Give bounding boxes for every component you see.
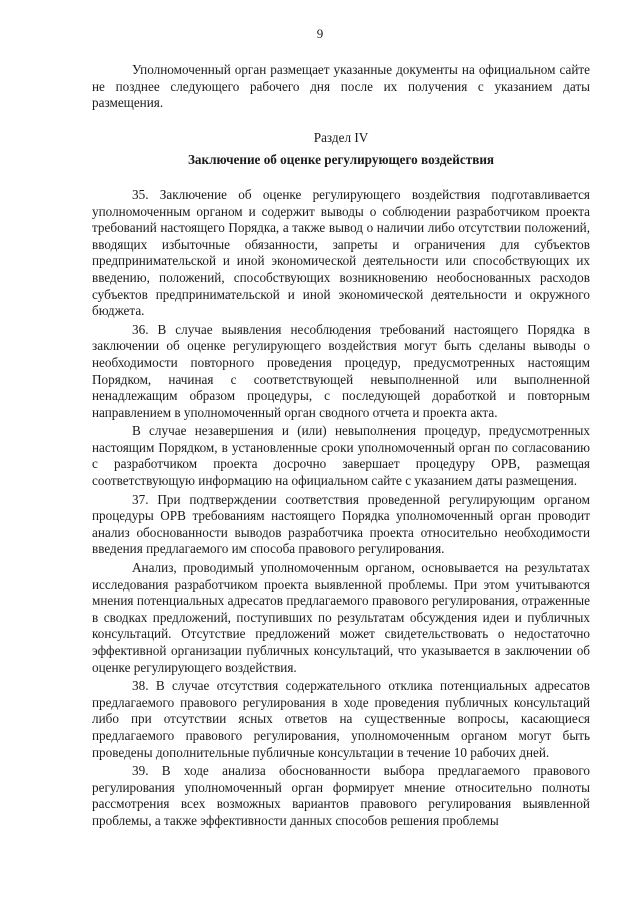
paragraph-36: 36. В случае выявления несоблюдения требований настоящего Порядка в заключении об оценке регулирующего воздействия могут быть сделаны выводы о необходимости повторного проведения процедур, предусмотренных настоящим Порядком, начиная с соответствующей невыполненной или выполненной ненадлежащим образом процедуры, с последующей доработкой и повторным направлением в уполномоченный орган сводного отчета и проекта акта. — [92, 321, 590, 420]
intro-paragraph: Уполномоченный орган размещает указанные документы на официальном сайте не позднее следующего рабочего дня после их получения с указанием даты размещения. — [92, 62, 590, 111]
paragraph-38: 38. В случае отсутствия содержательного отклика потенциальных адресатов предлагаемого правового регулирования в ходе проведения публичных консультаций либо при отсутствии ясных ответов на существенные вопросы, касающиеся предлагаемого правового регулирования, уполномоченным органом могут быть проведены дополнительные публичные консультации в течение 10 рабочих дней. — [92, 678, 590, 760]
paragraph-37-continued: Анализ, проводимый уполномоченным органом, основывается на результатах исследования разработчиком проекта выявленной проблемы. При этом учитываются мнения потенциальных адресатов предлагаемого правового регулирования, отраженные в сводках предложений, поступивших по результатам обсуждения идеи и публичных консультаций. Отсутствие предложений может свидетельствовать о недостаточно эффективной организации публичных консультаций, что указывается в заключении об оценке регулирующего воздействия. — [92, 560, 590, 675]
page-number: 9 — [316, 26, 324, 41]
section-title: Заключение об оценке регулирующего воздействия — [187, 152, 495, 168]
paragraph-39: 39. В ходе анализа обоснованности выбора предлагаемого правового регулирования уполномоченный орган формирует мнение относительно полноты рассмотрения всех возможных вариантов правового регулирования выявленной проблемы, а также эффективности данных способов решения проблемы — [92, 763, 590, 828]
paragraph-36-continued: В случае незавершения и (или) невыполнения процедур, предусмотренных настоящим Порядком, в установленные сроки уполномоченный орган по согласованию с разработчиком проекта досрочно завершает процедуру ОРВ, размещая соответствующую информацию на официальном сайте с указанием даты размещения. — [92, 423, 590, 489]
page-content — [92, 62, 590, 830]
section-label: Раздел IV — [313, 129, 369, 145]
paragraph-37: 37. При подтверждении соответствия проведенной регулирующим органом процедуры ОРВ требованиям настоящего Порядка уполномоченный орган проводит анализ обоснованности выводов разработчика проекта относительно необходимости введения предлагаемого им способа правового регулирования. — [92, 491, 590, 557]
paragraph-35: 35. Заключение об оценке регулирующего воздействия подготавливается уполномоченным органом и содержит выводы о соблюдении разработчиком проекта требований настоящего Порядка, а также вывод о наличии либо отсутствии положений, вводящих избыточные обязанности, запреты и ограничения для субъектов предпринимательской и иной экономической деятельности или способствующих их введению, положений, способствующих возникновению необоснованных расходов субъектов предпринимательской и иной экономической деятельности и окружного бюджета. — [92, 186, 590, 319]
